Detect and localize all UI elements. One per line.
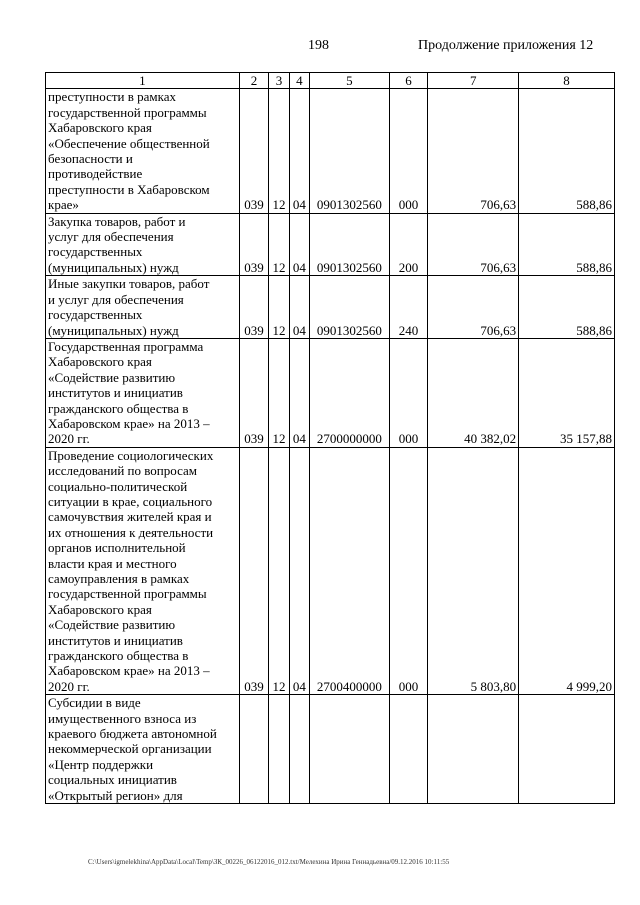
col-header: 3: [269, 73, 289, 89]
col-header: 5: [310, 73, 390, 89]
section-code: 12: [269, 447, 289, 695]
subsection-code: 04: [289, 447, 309, 695]
description-line: Хабаровском крае» на 2013 –: [48, 415, 210, 431]
expense-type-code: 000: [389, 338, 428, 447]
col-header: 2: [239, 73, 269, 89]
description-line: Закупка товаров, работ и: [48, 213, 186, 229]
amount-plan: 40 382,02: [428, 338, 519, 447]
budget-table: [45, 72, 615, 804]
table-row: [46, 276, 615, 339]
description-line: исследований по вопросам: [48, 463, 198, 479]
description-line: 2020 гг.: [48, 431, 90, 447]
amount-plan: 706,63: [428, 213, 519, 276]
col-header: 1: [46, 73, 240, 89]
row-description: [46, 89, 240, 213]
section-code: 12: [269, 213, 289, 276]
description-line: государственной программы: [48, 586, 207, 602]
description-line: ситуации в крае, социального: [48, 493, 213, 509]
description-line: Субсидии в виде: [48, 695, 141, 711]
ministry-code: 039: [239, 447, 269, 695]
section-code: 12: [269, 338, 289, 447]
target-article-code: 0901302560: [310, 213, 390, 276]
footer-file-path: C:\Users\igmelekhina\AppData\Local\Temp\ЗК_00226_06122016_012.txt/Мелехина Ирина Геннадьевна/09.12.2016 10:11:55: [88, 858, 450, 866]
description-line: 2020 гг.: [48, 678, 90, 694]
description-line: гражданского общества в: [48, 648, 189, 664]
description-line: преступности в рамках: [48, 89, 177, 105]
table-row: [46, 213, 615, 276]
amount-actual: 35 157,88: [519, 338, 615, 447]
page-number: 198: [308, 38, 329, 53]
description-line: «Открытый регион» для: [48, 787, 183, 803]
subsection-code: 04: [289, 89, 309, 213]
description-line: социальных инициатив: [48, 772, 177, 788]
description-line: Хабаровского края: [48, 354, 152, 370]
section-code: 12: [269, 89, 289, 213]
description-line: институтов и инициатив: [48, 385, 183, 401]
row-description: [46, 447, 240, 695]
table-row: [46, 695, 615, 804]
row-description: [46, 338, 240, 447]
description-line: Хабаровского края: [48, 120, 152, 136]
header-row: [46, 73, 615, 89]
amount-plan: 5 803,80: [428, 447, 519, 695]
description-line: государственных: [48, 307, 143, 323]
description-line: «Содействие развитию: [48, 617, 176, 633]
subsection-code: 04: [289, 213, 309, 276]
description-line: «Содействие развитию: [48, 369, 176, 385]
amount-actual: [519, 695, 615, 804]
description-line: преступности в Хабаровском: [48, 181, 210, 197]
target-article-code: [310, 695, 390, 804]
section-code: [269, 695, 289, 804]
expense-type-code: [389, 695, 428, 804]
ministry-code: 039: [239, 213, 269, 276]
ministry-code: [239, 695, 269, 804]
description-line: гражданского общества в: [48, 400, 189, 416]
description-line: (муниципальных) нужд: [48, 322, 179, 338]
row-description: [46, 695, 240, 804]
description-line: безопасности и: [48, 151, 133, 167]
section-code: 12: [269, 276, 289, 339]
amount-actual: 588,86: [519, 89, 615, 213]
description-line: Проведение социологических: [48, 447, 214, 463]
expense-type-code: 200: [389, 213, 428, 276]
expense-type-code: 000: [389, 447, 428, 695]
description-line: услуг для обеспечения: [48, 229, 174, 245]
expense-type-code: 000: [389, 89, 428, 213]
subsection-code: [289, 695, 309, 804]
col-header: 7: [428, 73, 519, 89]
description-line: краевого бюджета автономной: [48, 726, 217, 742]
description-line: (муниципальных) нужд: [48, 259, 179, 275]
amount-actual: 4 999,20: [519, 447, 615, 695]
amount-plan: 706,63: [428, 89, 519, 213]
col-header: 8: [519, 73, 615, 89]
subsection-code: 04: [289, 276, 309, 339]
description-line: социально-политической: [48, 478, 188, 494]
description-line: их отношения к деятельности: [48, 524, 214, 540]
description-line: власти края и местного: [48, 555, 177, 571]
amount-plan: [428, 695, 519, 804]
description-line: крае»: [48, 197, 79, 213]
description-line: Хабаровском крае» на 2013 –: [48, 663, 210, 679]
amount-actual: 588,86: [519, 276, 615, 339]
description-line: «Обеспечение общественной: [48, 135, 210, 151]
description-line: Хабаровского края: [48, 601, 152, 617]
ministry-code: 039: [239, 338, 269, 447]
subsection-code: 04: [289, 338, 309, 447]
col-header: 4: [289, 73, 309, 89]
description-line: Государственная программа: [48, 338, 204, 354]
description-line: самоуправления в рамках: [48, 571, 190, 586]
description-line: институтов и инициатив: [48, 632, 183, 648]
table-row: [46, 338, 615, 447]
description-line: органов исполнительной: [48, 540, 186, 556]
target-article-code: 2700400000: [310, 447, 390, 695]
description-line: Иные закупки товаров, работ: [48, 276, 210, 292]
row-description: [46, 213, 240, 276]
ministry-code: 039: [239, 276, 269, 339]
expense-type-code: 240: [389, 276, 428, 339]
description-line: государственной программы: [48, 104, 207, 120]
row-description: [46, 276, 240, 339]
description-line: государственных: [48, 244, 143, 260]
description-line: некоммерческой организации: [48, 741, 212, 757]
continuation-title: Продолжение приложения 12: [418, 38, 594, 53]
description-line: «Центр поддержки: [48, 756, 154, 772]
description-line: и услуг для обеспечения: [48, 291, 184, 307]
amount-plan: 706,63: [428, 276, 519, 339]
amount-actual: 588,86: [519, 213, 615, 276]
description-line: имущественного взноса из: [48, 710, 197, 726]
target-article-code: 0901302560: [310, 89, 390, 213]
table-row: [46, 447, 615, 695]
col-header: 6: [389, 73, 428, 89]
table-row: [46, 89, 615, 213]
target-article-code: 0901302560: [310, 276, 390, 339]
description-line: противодействие: [48, 166, 143, 182]
description-line: самочувствия жителей края и: [48, 509, 212, 525]
ministry-code: 039: [239, 89, 269, 213]
target-article-code: 2700000000: [310, 338, 390, 447]
